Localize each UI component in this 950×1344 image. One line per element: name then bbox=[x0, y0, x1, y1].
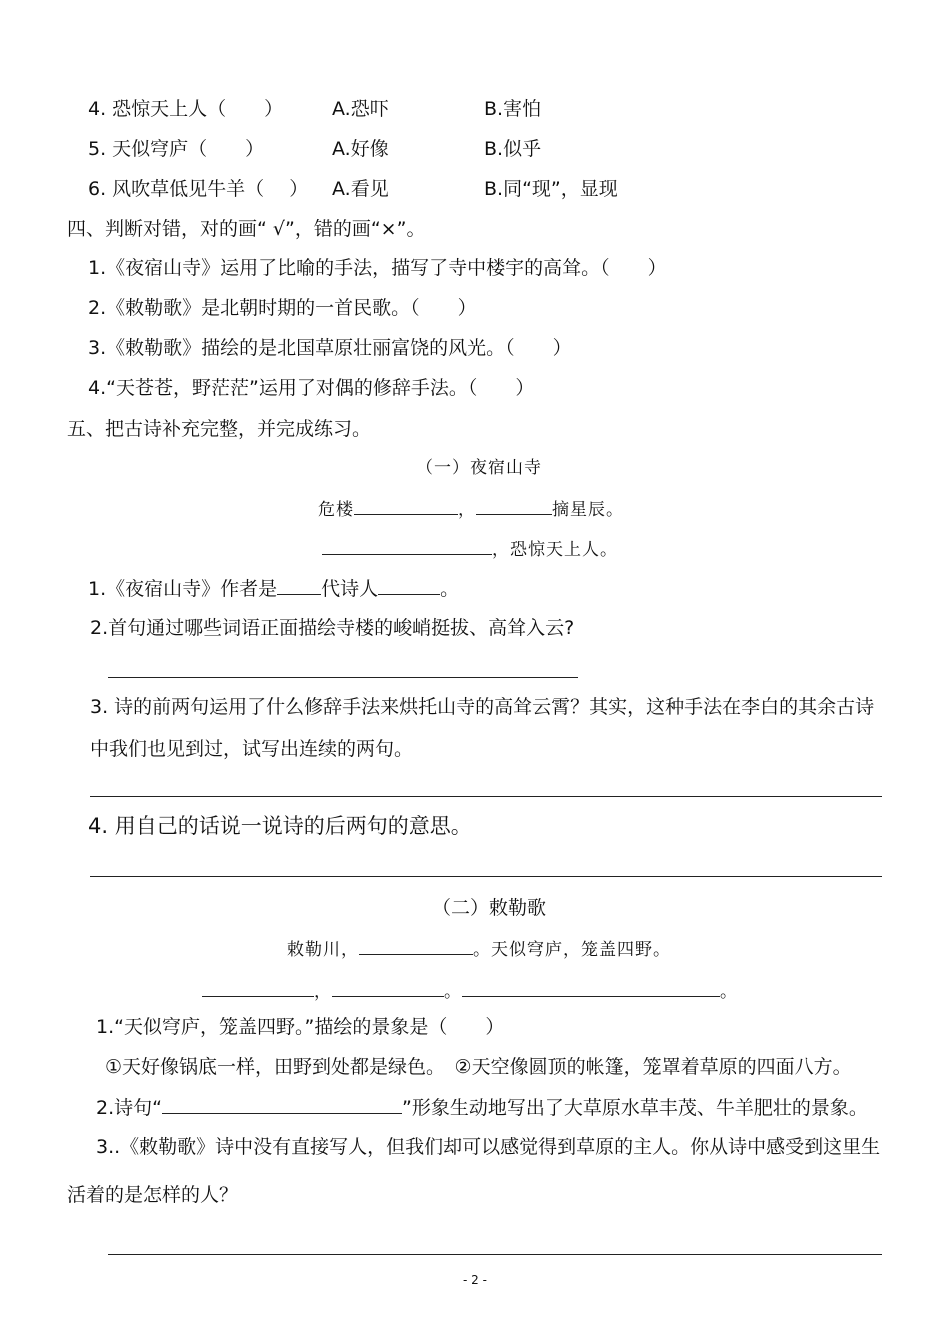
poem-2-question-3-line-1: 3..《敕勒歌》诗中没有直接写人，但我们却可以感觉得到草原的主人。你从诗中感受到这里生 bbox=[96, 1136, 881, 1158]
choice-option-b-5: B.似乎 bbox=[484, 138, 542, 160]
poem-1-blank-2[interactable] bbox=[476, 496, 552, 515]
choice-question-5: 5. 天似穹庐（ ） bbox=[88, 138, 265, 160]
poem-1-line-2-end: ，恐惊天上人。 bbox=[492, 540, 618, 560]
poem-1-line-1-start: 危楼 bbox=[318, 500, 354, 520]
poem-1-title: （一）夜宿山寺 bbox=[416, 458, 542, 478]
poem-2-question-2 bbox=[96, 1095, 868, 1120]
judge-item-4: 4.“天苍苍，野茫茫”运用了对偶的修辞手法。（ ） bbox=[88, 377, 535, 399]
poem-2-line-2-comma: ， bbox=[314, 982, 332, 1002]
q1-blank-poet[interactable] bbox=[378, 576, 440, 595]
poem-2-line-2-period: 。 bbox=[444, 982, 462, 1002]
poem-2-blank-4[interactable] bbox=[462, 978, 720, 997]
choice-option-b-6: B.同“现”，显现 bbox=[484, 178, 618, 200]
poem-2-blank-2[interactable] bbox=[202, 978, 314, 997]
answer-line-p2-q3[interactable] bbox=[108, 1254, 882, 1255]
choice-option-b-4: B.害怕 bbox=[484, 98, 542, 120]
p2-q2-blank[interactable] bbox=[162, 1095, 402, 1114]
q1-text-c: 。 bbox=[440, 578, 460, 600]
page-number: - 2 - bbox=[463, 1273, 487, 1287]
p2-q2-text-b: ”形象生动地写出了大草原水草丰茂、牛羊肥壮的景象。 bbox=[401, 1097, 868, 1119]
poem-2-line-1-start: 敕勒川， bbox=[287, 940, 359, 960]
answer-line-q4[interactable] bbox=[90, 876, 882, 877]
poem-1-question-2: 2.首句通过哪些词语正面描绘寺楼的峻峭挺拔、高耸入云? bbox=[90, 617, 575, 639]
poem-2-line-2 bbox=[202, 978, 738, 1004]
poem-2-blank-1[interactable] bbox=[359, 936, 473, 955]
poem-2-line-1 bbox=[287, 936, 671, 962]
poem-1-line-1-comma: ， bbox=[458, 500, 476, 520]
poem-1-blank-3[interactable] bbox=[322, 536, 492, 555]
choice-question-4: 4. 恐惊天上人（ ） bbox=[88, 98, 284, 120]
q1-text-a: 1.《夜宿山寺》作者是 bbox=[88, 578, 278, 600]
poem-2-question-1-options: ①天好像锅底一样，田野到处都是绿色。 ②天空像圆顶的帐篷，笼罩着草原的四面八方。 bbox=[105, 1056, 852, 1078]
section-4-heading: 四、判断对错，对的画“ √”，错的画“×”。 bbox=[67, 218, 426, 240]
q1-text-b: 代诗人 bbox=[321, 578, 379, 600]
poem-1-line-1 bbox=[318, 496, 624, 522]
poem-2-line-2-end: 。 bbox=[720, 982, 738, 1002]
poem-1-line-1-end: 摘星辰。 bbox=[552, 500, 624, 520]
q1-blank-dynasty[interactable] bbox=[277, 576, 321, 595]
poem-1-blank-1[interactable] bbox=[354, 496, 458, 515]
poem-2-line-1-end: 。天似穹庐，笼盖四野。 bbox=[473, 940, 671, 960]
choice-option-a-5: A.好像 bbox=[332, 138, 389, 160]
answer-line-q3[interactable] bbox=[90, 796, 882, 797]
poem-2-title: （二）敕勒歌 bbox=[432, 897, 547, 919]
judge-item-2: 2.《敕勒歌》是北朝时期的一首民歌。（ ） bbox=[88, 297, 477, 319]
poem-1-line-2 bbox=[322, 536, 618, 562]
p2-q2-text-a: 2.诗句“ bbox=[96, 1097, 162, 1119]
poem-1-question-3-line-2: 中我们也见到过，试写出连续的两句。 bbox=[90, 738, 414, 760]
poem-2-question-3-line-2: 活着的是怎样的人？ bbox=[67, 1184, 239, 1206]
poem-2-blank-3[interactable] bbox=[332, 978, 444, 997]
poem-1-question-4: 4. 用自己的话说一说诗的后两句的意思。 bbox=[88, 814, 472, 838]
judge-item-3: 3.《敕勒歌》描绘的是北国草原壮丽富饶的风光。（ ） bbox=[88, 337, 572, 359]
section-5-heading: 五、把古诗补充完整，并完成练习。 bbox=[67, 418, 372, 440]
choice-option-a-6: A.看见 bbox=[332, 178, 389, 200]
choice-option-a-4: A.恐吓 bbox=[332, 98, 389, 120]
poem-1-question-1 bbox=[88, 576, 459, 601]
answer-line-q2[interactable] bbox=[108, 677, 578, 678]
poem-2-question-1: 1.“天似穹庐，笼盖四野。”描绘的景象是（ ） bbox=[96, 1016, 505, 1038]
choice-question-6: 6. 风吹草低见牛羊（ ） bbox=[88, 178, 309, 200]
judge-item-1: 1.《夜宿山寺》运用了比喻的手法，描写了寺中楼宇的高耸。（ ） bbox=[88, 257, 667, 279]
poem-1-question-3-line-1: 3. 诗的前两句运用了什么修辞手法来烘托山寺的高耸云霄？其实，这种手法在李白的其余古诗 bbox=[90, 696, 875, 718]
